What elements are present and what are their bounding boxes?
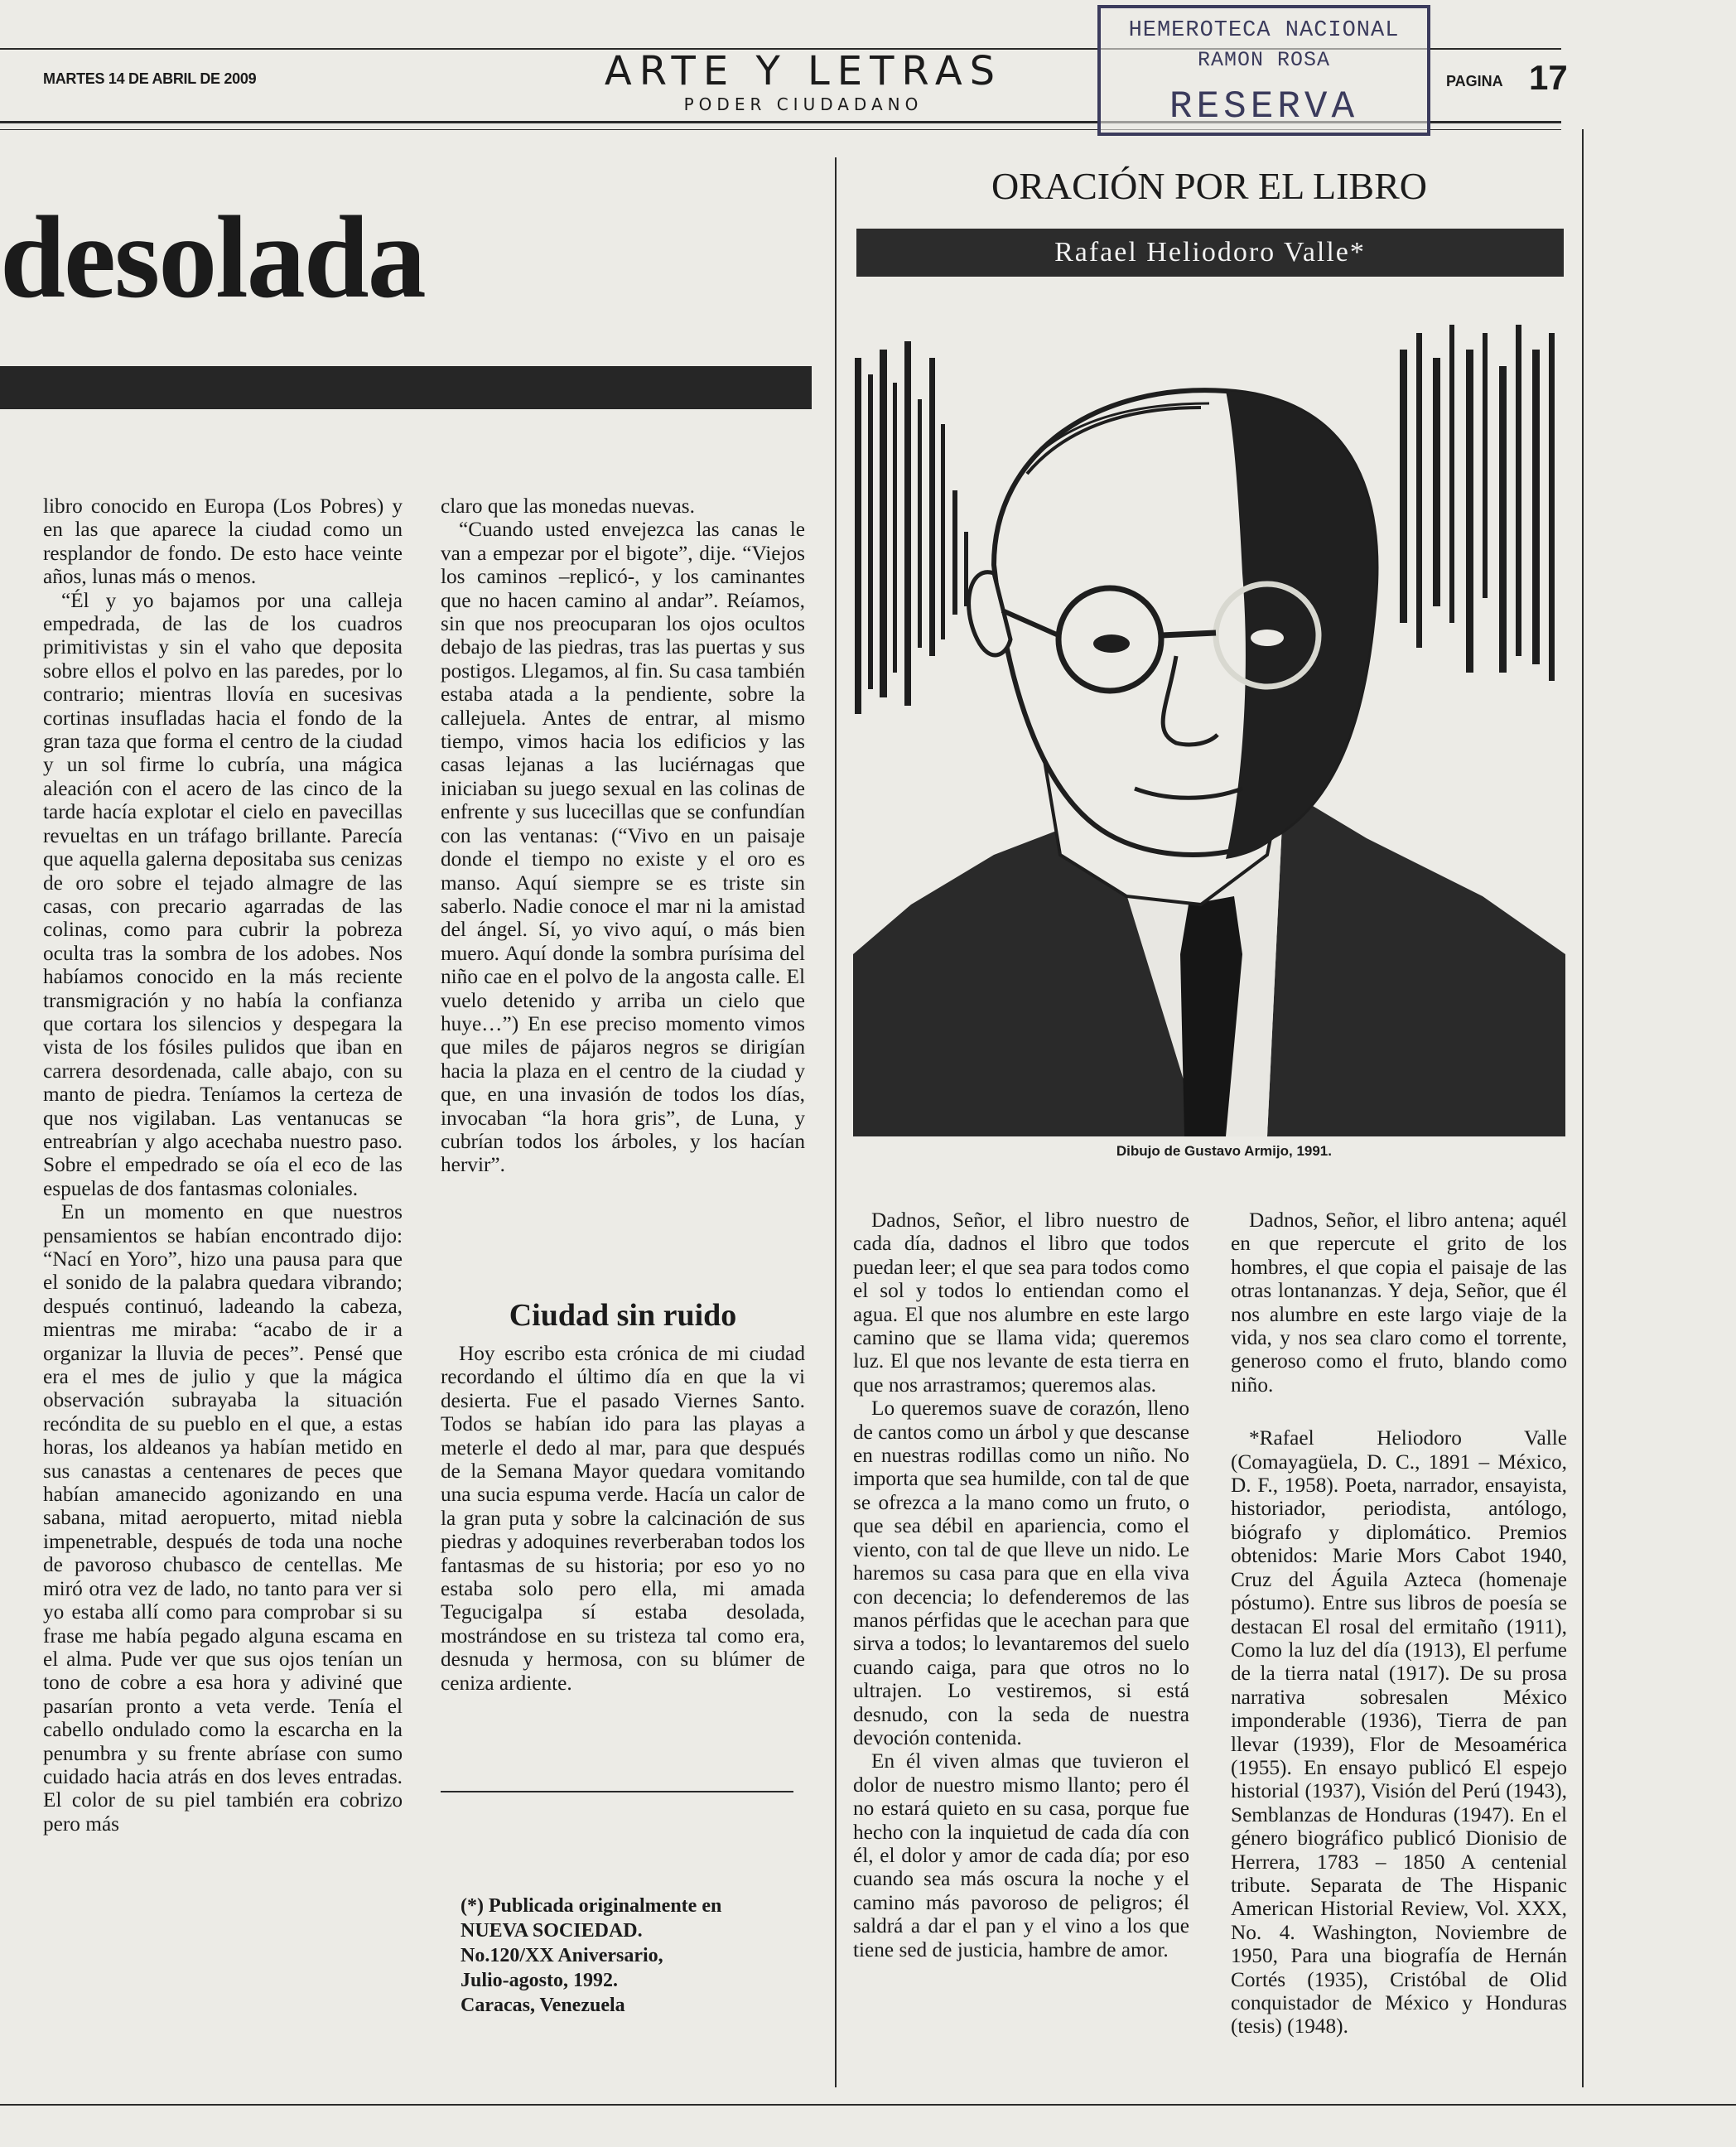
paragraph: “Él y yo bajamos por una calleja empedrada, de las de los cuadros primitivistas y sin el vaho que deposita sobre ellos el polvo en las paredes, por lo contrario; mientras llovía en sucesivas cortinas insufladas hacia el fondo de la gran taza que forma el centro de la ciudad y un sol firme lo cubría, una mágica aleación con el acero de las cinco de la tarde hacía explotar el cielo en pavecillas revueltas en un tráfago brillante. Parecía que aquella galerna depositaba sus cenizas de oro sobre el tejado almagre de las casas, con precario agarradas de las colinas, como para cubrir la pobreza oculta tras la sombra de los adobes. Nos habíamos conocido en la más reciente transmigración y no había la confianza que cortara los silencios y despegara la vista de los fósiles pulidos que iban en carrera desordenada, calle abajo, con su manto de piedra. Teníamos la certeza de que nos vigilaban. Las ventanucas se entreabrían y algo acechaba nuestro paso. Sobre el empedrado se oía el eco de las espuelas de dos fantasmas coloniales.: [43, 588, 403, 1200]
column-divider: [835, 157, 837, 2087]
right-column-2: [1231, 1209, 1567, 2038]
section-title: ARTE Y LETRAS: [604, 48, 1003, 94]
paragraph: Lo queremos suave de corazón, lleno de cantos como un árbol y que descanse en nuestras rodillas como un niño. No importa que sea humilde, con tal de que se ofrezca a la mano como un fruto, o que sea débil en apariencia, como el viento, con tal de que lleve un nido. Le haremos su casa para que en ella viva con decencia; lo defenderemos de las manos pérfidas que le acechan para que sirva a todos; lo levantaremos del suelo cuando caiga, para que otros no lo ultrajen. Lo vestiremos, si está desnudo, con la seda de nuestra devoción contenida.: [853, 1397, 1189, 1749]
portrait-illustration: [853, 325, 1565, 1136]
archive-stamp: [1097, 5, 1430, 136]
left-column-2: [441, 495, 805, 1177]
paragraph: Hoy escribo esta crónica de mi ciudad recordando el último día en que la vi desierta. Fue el pasado Viernes Santo. Todos se habían ido para las playas a meterle el dedo al mar, para que después de la Semana Mayor quedara vomitando una sucia espuma verde. Hacía un calor de la gran puta y sobre la calcinación de sus piedras y adoquines reverberaban todos los fantasmas de su historia; por eso yo no estaba solo pero ella, mi amada Tegucigalpa sí estaba desolada, mostrándose en su tristeza tal como era, desnuda y hermosa, con su blúmer de ceniza ardiente.: [441, 1342, 805, 1695]
stamp-line-3: RESERVA: [1169, 85, 1359, 128]
author-bar: Rafael Heliodoro Valle*: [856, 229, 1564, 277]
note-line: NUEVA SOCIEDAD.: [461, 1920, 643, 1942]
paragraph: Dadnos, Señor, el libro antena; aquél en que repercute el grito de los hombres, el que copia el paisaje de las otras lontananzas. Y deja, Señor, que él nos alumbre en este largo viaje de la vida, y nos sea claro como el torrente, generoso como el fruto, blando como niño.: [1231, 1209, 1567, 1397]
stamp-line-2: RAMON ROSA: [1197, 48, 1331, 72]
author-bio: *Rafael Heliodoro Valle (Comayagüela, D. C., 1891 – México, D. F., 1958). Poeta, narrador, ensayista, historiador, periodista, antólogo, biógrafo y diplomático. Premios obtenidos: Marie Mors Cabot 1940, Cruz del Águila Azteca (homenaje póstumo). Entre sus libros de poesía se destacan El rosal del ermitaño (1911), Como la luz del día (1913), El perfume de la tierra natal (1917). De su prosa narrativa sobresalen México imponderable (1936), Tierra de pan llevar (1939), Flor de Mesoamérica (1955). En ensayo publicó El espejo historial (1937), Visión del Perú (1943), Semblanzas de Honduras (1947). En el género biográfico publicó Dionisio de Herrera, 1783 – 1850 A centenial tribute. Separata de The Hispanic American Historial Review, Vol. XXX, No. 4. Washington, Noviembre de 1950, Para una biografía de Hernán Cortés (1935), Cristóbal de Olid conquistador de México y Honduras (tesis) (1948).: [1231, 1426, 1567, 2038]
note-line: Julio-agosto, 1992.: [461, 1970, 619, 1991]
right-column-1: [853, 1209, 1189, 1961]
paragraph: “Cuando usted envejezca las canas le van a empezar por el bigote”, dije. “Viejos los caminos –replicó-, y los caminantes que no hacen camino al andar”. Reíamos, sin que nos preocuparan los ojos ocultos debajo de las piedras, tras las puertas y sus postigos. Llegamos, al fin. Su casa también estaba atada a la pendiente, sobre la callejuela. Antes de entrar, al mismo tiempo, vimos hacia los edificios y las casas lejanas a las luciérnagas que iniciaban su juego sexual en las colinas de enfrente y sus lucecillas que se confundían con las ventanas: (“Vivo en un paisaje donde el tiempo no existe y el oro es manso. Aquí siempre se es triste sin saberlo. Nadie conoce el mar ni la amistad del ángel. Sí, yo vivo aquí, o más bien muero. Aquí donde la sombra purísima del niño cae en el polvo de la angosta calle. El vuelo detenido y arriba un cielo que huye…”) En ese preciso momento vimos que miles de pájaros negros se dirigían hacia la plaza en el centro de la ciudad y que, en una invasión de todos los días, invocaban “la hora gris”, de Luna, y cubrían todos los árboles, y los hacían hervir”.: [441, 518, 805, 1177]
note-line: (*) Publicada originalmente en: [461, 1895, 722, 1917]
portrait-drawing: [853, 325, 1565, 1136]
paragraph: claro que las monedas nuevas.: [441, 495, 695, 518]
note-rule: [441, 1791, 793, 1792]
paragraph: libro conocido en Europa (Los Pobres) y en las que aparece la ciudad como un resplandor de fondo. De esto hace veinte años, lunas más o menos.: [43, 495, 403, 589]
right-box-border: [1582, 129, 1584, 2087]
paragraph: En un momento en que nuestros pensamientos se habían encontrado dijo: “Nací en Yoro”, hizo una pausa para que el sonido de la palabra quedara vibrando; después continuó, ladeando la cabeza, mientras me miraba: “acabo de ir a organizar la lluvia de peces”. Pensé que era el mes de julio y que la mágica observación subrayaba la situación recóndita de su pueblo en el que, a estas horas, los aldeanos ya habían metido en sus canastas a centenares de peces que habían amanecido agonizando en una sabana, mitad aeropuerto, mitad niebla impenetrable, después de toda una noche de pavoroso chubasco de centellas. Me miró otra vez de lado, no tanto para ver si yo estaba allí como para comprobar si su frase me había pegado alguna escama en el alma. Pude ver que sus ojos tenían un tono de cobre a esa hora y adiviné que pasarían pronto a veta verde. Tenía el cabello ondulado como la escarcha en la penumbra y su frente abríase con sumo cuidado hacia atrás en dos leves entradas. El color de su piel también era cobrizo pero más: [43, 1200, 403, 1836]
headline-bar: [0, 366, 812, 409]
section-subtitle: PODER CIUDADANO: [683, 94, 923, 114]
issue-date: MARTES 14 DE ABRIL DE 2009: [43, 70, 257, 87]
footer-rule: [0, 2104, 1736, 2106]
left-column-2-cont: [441, 1342, 805, 1695]
left-headline: desolada: [0, 191, 425, 322]
publication-note: [461, 1894, 800, 2018]
subheading: Ciudad sin ruido: [509, 1298, 737, 1333]
page-number: 17: [1529, 58, 1568, 97]
note-line: No.120/XX Aniversario,: [461, 1945, 663, 1966]
page-label: PAGINA: [1446, 73, 1503, 89]
illustration-caption: Dibujo de Gustavo Armijo, 1991.: [1116, 1143, 1332, 1159]
stamp-line-1: HEMEROTECA NACIONAL: [1128, 18, 1400, 43]
paragraph: Dadnos, Señor, el libro nuestro de cada día, dadnos el libro que todos puedan leer; el que sea para todos como el sol y todos lo entiendan como el agua. El que nos alumbre en este largo camino que se llama vida; queremos luz. El que nos levante de esta tierra en que nos arrastramos; queremos alas.: [853, 1209, 1189, 1397]
note-line: Caracas, Venezuela: [461, 1995, 625, 2016]
paragraph: En él viven almas que tuvieron el dolor de nuestro mismo llanto; pero él no estará quieto en su casa, porque fue hecho con la inquietud de cada día con él, el dolor y amor de cada día; por eso cuando sea más oscura la noche y el camino más pavoroso de peligros; él saldrá a dar el pan y el vino a los que tiene sed de justicia, hambre de amor.: [853, 1749, 1189, 1961]
left-column-1: [43, 495, 403, 1836]
article-title: ORACIÓN POR EL LIBRO: [991, 165, 1428, 207]
